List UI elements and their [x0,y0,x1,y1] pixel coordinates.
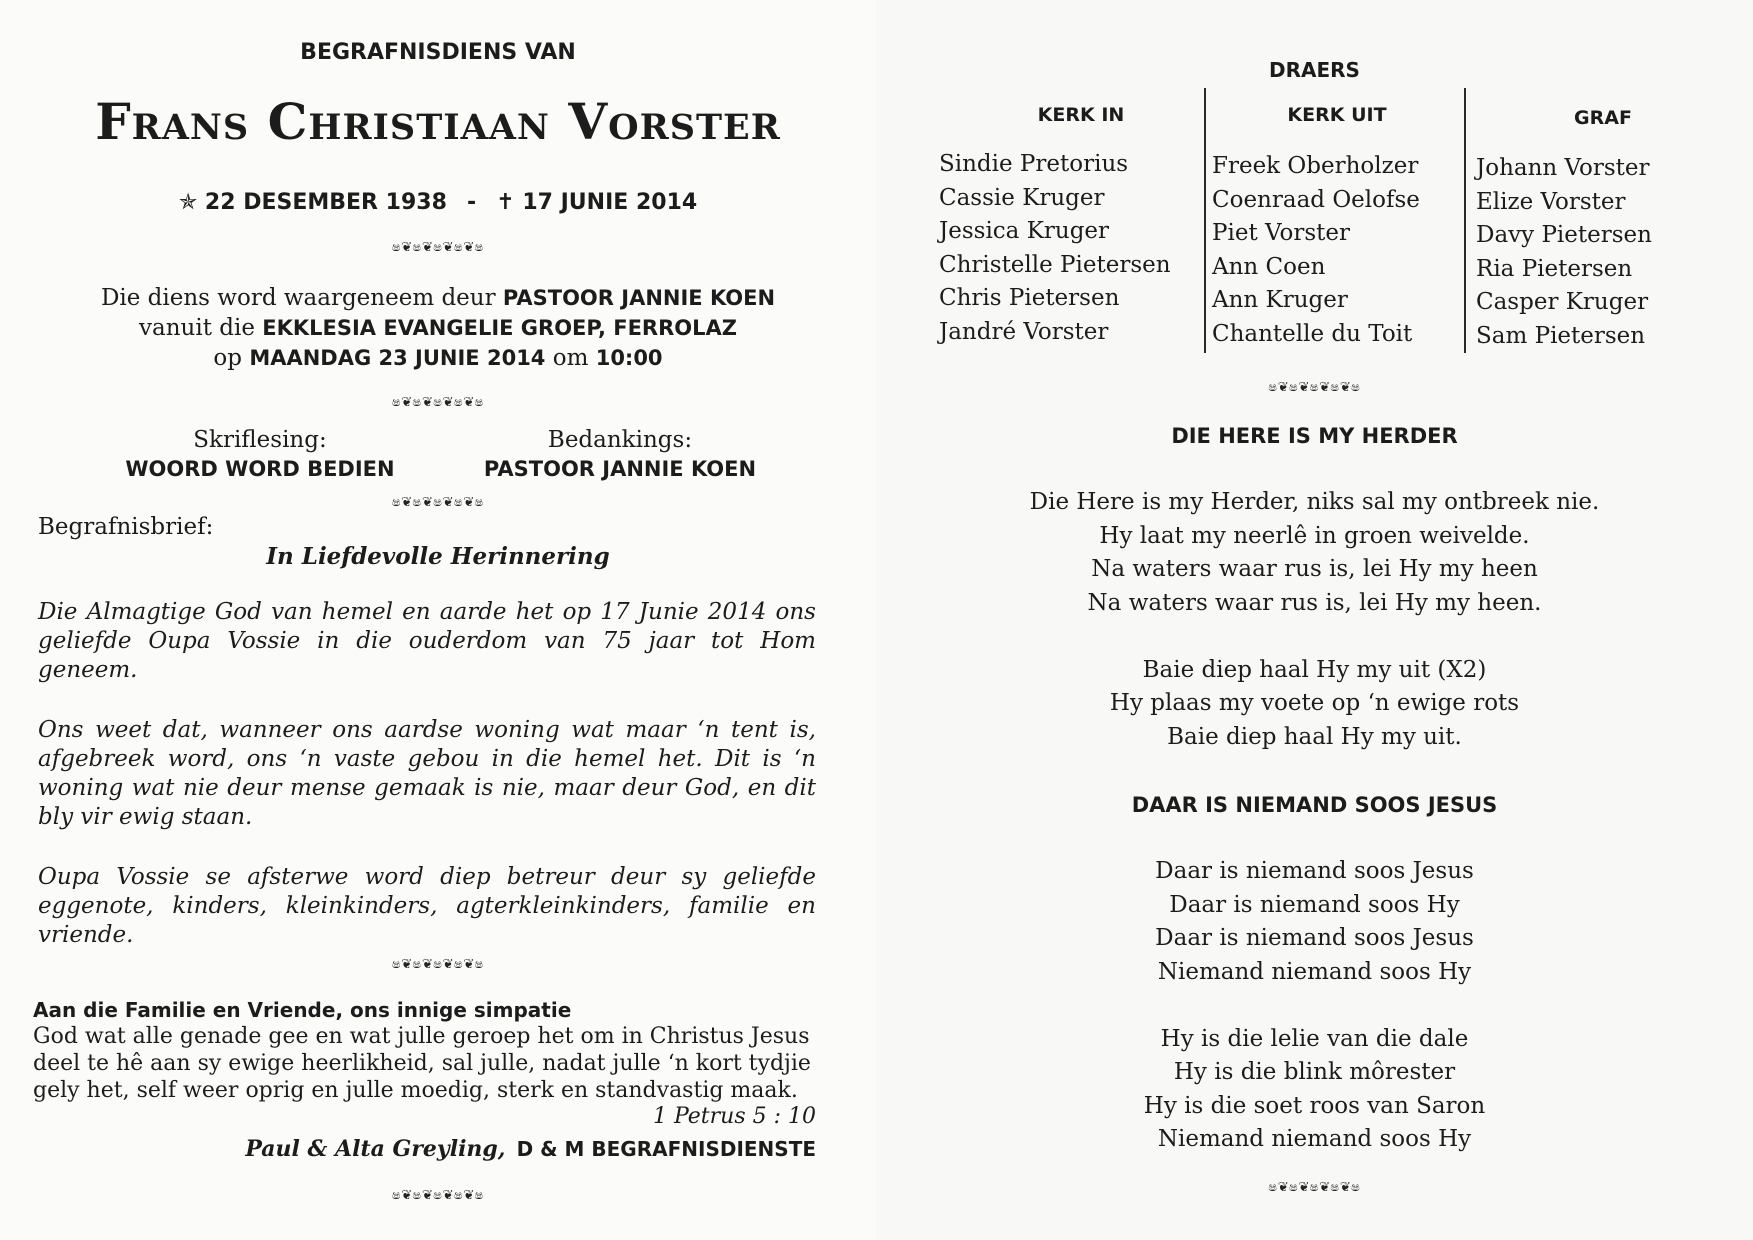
reading-value: WOORD WORD BEDIEN [125,457,395,481]
lyric-line: Baie diep haal Hy my uit. [1167,723,1462,750]
sympathy-text [33,1023,811,1104]
song2-lyrics [876,855,1753,1157]
bearer-name: Casper Kruger [1476,289,1649,315]
date-separator: - [466,190,477,215]
bearer-name: Freek Oberholzer [1212,153,1419,179]
column-heading-graf: GRAF [1574,107,1632,129]
life-dates [0,190,876,215]
bearer-name: Jessica Kruger [939,218,1110,244]
bearer-name: Chantelle du Toit [1212,320,1413,347]
letter-label: Begrafnisbrief: [38,514,214,540]
letter-paragraph: Ons weet dat, wanneer ons aardse woning wat maar ‘n tent is, afgebreek word, ons ‘n vaste gebou in die hemel het. Dit is ‘n woning wat nie deur mense gemaak is nie, maar deur God, en dit bly vir ewig staan. [38,717,816,830]
bearers-list-kerk-in [939,148,1171,349]
lyric-line: Baie diep haal Hy my uit (X2) [1142,656,1487,683]
column-divider [1204,88,1206,353]
sympathy-heading: Aan die Familie en Vriende, ons innige simpatie [33,998,572,1022]
service-time: 10:00 [595,346,663,370]
bearer-name: Chris Pietersen [939,285,1120,311]
letter-paragraph: Oupa Vossie se afsterwe word diep betreur deur sy geliefde eggenote, kinders, kleinkinders, agterkleinkinders, familie en vriende. [38,864,816,948]
ornament-divider: ෂ❦ෂ❦ෂ❦ෂ❦ෂ [391,395,485,410]
bearers-list-graf [1476,152,1652,353]
letter-title: In Liefdevolle Herinnering [266,543,610,570]
church-name: EKKLESIA EVANGELIE GROEP, FERROLAZ [262,316,737,340]
bearer-name: Piet Vorster [1212,220,1350,246]
sender-signature: Paul & Alta Greyling, [245,1136,506,1162]
verse-reference: 1 Petrus 5 : 10 [652,1104,816,1129]
bearer-name: Johann Vorster [1476,155,1650,181]
lyric-line: Die Here is my Herder, niks sal my ontbreek nie. [1029,489,1600,515]
lyric-line: Hy plaas my voete op ‘n ewige rots [1109,690,1520,716]
deceased-name: Frans Christiaan Vorster [95,92,781,151]
lyric-line: Hy is die soet roos van Saron [1143,1092,1486,1119]
song2-title: DAAR IS NIEMAND SOOS JESUS [1131,793,1498,817]
ornament-divider: ෂ❦ෂ❦ෂ❦ෂ❦ෂ [1268,380,1361,395]
bearer-name: Ann Kruger [1212,287,1348,313]
thanks-value: PASTOOR JANNIE KOEN [483,457,757,481]
bearer-name: Ria Pietersen [1476,255,1633,282]
ornament-divider: ෂ❦ෂ❦ෂ❦ෂ❦ෂ [391,240,485,255]
sympathy-line: deel te hê aan sy ewige heerlikheid, sal julle, nadat julle ‘n kort tydjie [33,1051,811,1076]
bearer-name: Sam Pietersen [1476,322,1646,349]
ornament-divider: ෂ❦ෂ❦ෂ❦ෂ❦ෂ [1268,1180,1361,1195]
lyric-line: Hy laat my neerlê in groen weivelde. [1099,522,1530,549]
ornament-divider: ෂ❦ෂ❦ෂ❦ෂ❦ෂ [391,957,485,972]
lyric-line: Na waters waar rus is, lei Hy my heen. [1087,589,1542,616]
service-line-1: Die diens word waargeneem deur PASTOOR JANNIE KOEN [100,285,776,311]
bearer-name: Sindie Pretorius [939,151,1129,177]
reading-label: Skriflesing: [193,427,327,453]
bearer-name: Jandré Vorster [939,318,1109,345]
bearer-name: Ann Coen [1212,253,1326,280]
sender-line [245,1136,816,1162]
lyric-line: Daar is niemand soos Jesus [1155,858,1474,884]
lyric-line: Hy is die blink môrester [1173,1059,1456,1085]
birth-star-icon: ✯ [178,190,198,215]
funeral-company: D & M BEGRAFNISDIENSTE [516,1137,816,1161]
lyric-line: Niemand niemand soos Hy [1157,1126,1472,1152]
sympathy-line: God wat alle genade gee en wat julle geroep het om in Christus Jesus [33,1024,810,1049]
service-date: MAANDAG 23 JUNIE 2014 [249,346,546,370]
bearers-list-kerk-uit [1212,150,1420,351]
letter-text [38,598,816,950]
death-date: 17 JUNIE 2014 [522,190,698,215]
lyric-line: Niemand niemand soos Hy [1157,958,1472,985]
stanza-break [876,989,1753,1023]
bearer-name: Coenraad Oelofse [1212,186,1420,213]
bearer-name: Davy Pietersen [1476,222,1652,248]
lyric-line: Daar is niemand soos Hy [1169,891,1460,918]
pastor-name: PASTOOR JANNIE KOEN [502,286,776,310]
service-line-3: op MAANDAG 23 JUNIE 2014 om 10:00 [213,345,663,371]
sympathy-line: gely het, self weer oprig en julle moedig, sterk en standvastig maak. [33,1078,798,1103]
thanks-label: Bedankings: [547,427,693,453]
song1-lyrics [876,486,1753,754]
bearer-name: Cassie Kruger [939,184,1105,211]
column-divider [1464,88,1466,353]
lyric-line: Hy is die lelie van die dale [1160,1025,1469,1052]
bearer-name: Christelle Pietersen [939,251,1171,278]
right-page [876,0,1753,1240]
bearers-title: DRAERS [1269,58,1360,82]
column-heading-kerk-uit: KERK UIT [1287,104,1387,126]
death-cross-icon: ✝ [496,190,515,215]
ornament-divider: ෂ❦ෂ❦ෂ❦ෂ❦ෂ [391,1188,485,1203]
stanza-break [876,620,1753,654]
lyric-line: Daar is niemand soos Jesus [1155,925,1474,951]
song1-title: DIE HERE IS MY HERDER [1171,424,1458,448]
lyric-line: Na waters waar rus is, lei Hy my heen [1091,556,1538,582]
ornament-divider: ෂ❦ෂ❦ෂ❦ෂ❦ෂ [391,495,485,510]
service-line-2: vanuit die EKKLESIA EVANGELIE GROEP, FERROLAZ [139,315,737,341]
birth-date: 22 DESEMBER 1938 [204,190,447,215]
service-heading: BEGRAFNISDIENS VAN [300,40,576,65]
column-heading-kerk-in: KERK IN [1037,104,1125,126]
bearer-name: Elize Vorster [1476,188,1626,215]
letter-paragraph: Die Almagtige God van hemel en aarde het op 17 Junie 2014 ons geliefde Oupa Vossie in die ouderdom van 75 jaar tot Hom geneem. [38,599,816,683]
